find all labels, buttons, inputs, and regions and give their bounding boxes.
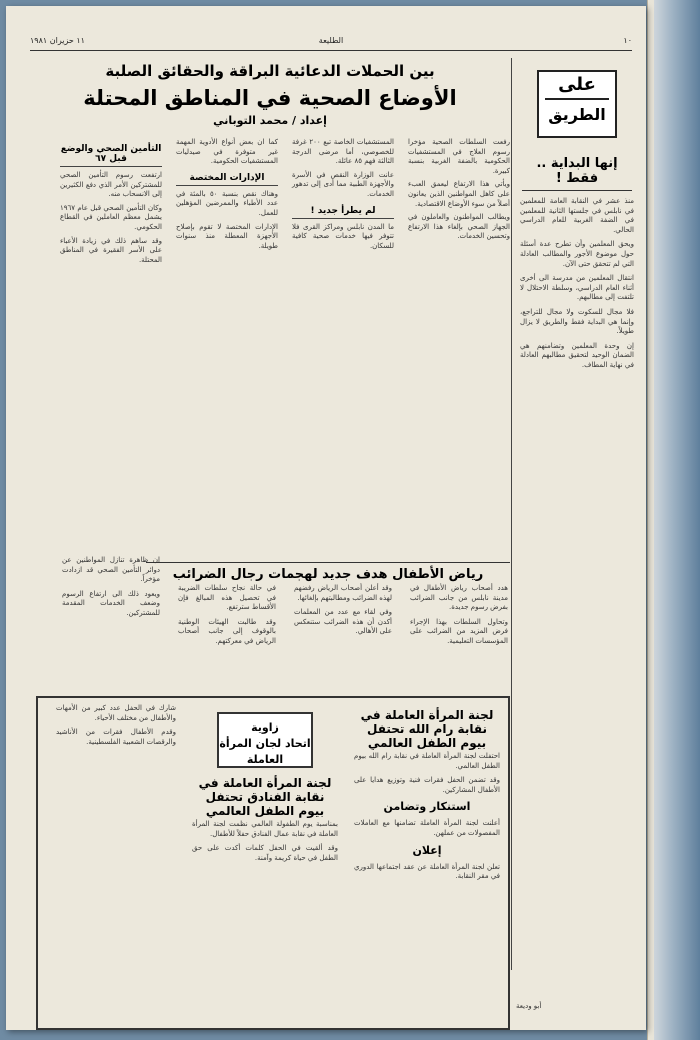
article-paragraph: هدد أصحاب رياض الأطفال في مدينة نابلس من جانب الضرائب بفرض رسوم جديدة. <box>410 584 508 612</box>
article-paragraph: عانت الوزارة النقص في الأسرة والأجهزة الطبية مما أدى إلى تدهور الخدمات. <box>292 170 394 198</box>
article-paragraph: وكان التأمين الصحي قبل عام ١٩٦٧ يشمل معظم العاملين في القطاع الحكومي. <box>60 203 162 231</box>
box-paragraph: تعلن لجنة المرأة العاملة عن عقد اجتماعها الدوري في مقر النقابة. <box>354 862 500 881</box>
middle-column-1 <box>408 584 510 652</box>
article-paragraph: وهناك نقص بنسبة ٥٠ بالمئة في عدد الأطباء والممرضين المؤهلين للعمل. <box>176 189 278 217</box>
article-byline: إعداد / محمد التوباني <box>213 114 327 127</box>
side-paragraph: منذ عشر في النقابة العامة للمعلمين في نابلس في جلستها الثانية للمعلمين في الضفة الغربية للعام الدراسي الحالي. <box>520 197 634 234</box>
article-column-3 <box>176 138 278 255</box>
article-paragraph: وتحاول السلطات بهذا الإجراء فرض المزيد من الضرائب على المؤسسات التعليمية. <box>410 617 508 645</box>
middle-headline: رياض الأطفال هدف جديد لهجمات رجال الضرائب <box>146 562 510 582</box>
stamp-line-1: زاوية <box>251 721 279 734</box>
article-paragraph: وقد ساهم ذلك في زيادة الأعباء على الأسر الفقيرة في المناطق المحتلة. <box>60 236 162 264</box>
box-subhead: استنكار وتضامن <box>383 800 471 814</box>
box-paragraph: وقد تضمن الحفل فقرات فنية وتوزيع هدايا على الأطفال المشاركين. <box>354 776 500 794</box>
middle-column-2 <box>292 584 394 642</box>
article-paragraph: ويعود ذلك الى ارتفاع الرسوم وضعف الخدمات المقدمة للمشتركين. <box>62 589 160 617</box>
article-column-2 <box>292 138 394 255</box>
box-center-title: لجنة المرأة العاملة في نقابة الفنادق تحتفل بيوم الطفل العالمي <box>198 776 332 818</box>
section-name: الطليعة <box>318 36 344 45</box>
box-right-column <box>352 704 502 1022</box>
box-paragraph: شارك في الحفل عدد كبير من الأمهات والأطفال من مختلف الأحياء. <box>56 704 176 722</box>
box-paragraph: احتفلت لجنة المرأة العاملة في نقابة رام الله بيوم الطفل العالمي. <box>354 752 500 770</box>
article-paragraph: ان ظاهرة تنازل المواطنين عن دوائر التأمين الصحي قد ازدادت مؤخراً. <box>62 556 160 584</box>
article-paragraph: في حالة نجاح سلطات الضريبة في تحصيل هذه المبالغ فإن الأقساط سترتفع. <box>178 584 276 612</box>
box-paragraph: أعلنت لجنة المرأة العاملة تضامنها مع العاملات المفصولات من عملهن. <box>354 819 500 837</box>
side-paragraph: انتقال المعلمين من مدرسة الى أخرى أثناء العام الدراسي، وسلطة الاحتلال لا تلتفت إلى مطالبهم. <box>520 274 634 302</box>
logo-line-1: على <box>545 72 609 100</box>
middle-column-3 <box>176 584 278 652</box>
article-paragraph: وقد طالبت الهيئات الوطنية بالوقوف إلى جانب أصحاب الرياض في معركتهم. <box>178 617 276 645</box>
article-paragraph: وقد أعلن أصحاب الرياض رفضهم لهذه الضرائب ومطالبتهم بإلغائها. <box>294 584 392 602</box>
divider <box>522 190 632 191</box>
article-paragraph: ارتفعت رسوم التأمين الصحي للمشتركين الأمر الذي دفع الكثيرين إلى الانسحاب منه. <box>60 171 162 199</box>
article-paragraph: رفعت السلطات الصحية مؤخرا رسوم العلاج في المستشفيات الحكومية بالضفة الغربية بنسبة كبيرة. <box>408 138 510 175</box>
box-left-column <box>54 704 178 1022</box>
box-center-column <box>190 704 340 1022</box>
side-signature: أبو وديعة <box>516 1002 542 1010</box>
article-paragraph: المستشفيات الخاصة تبع ٢٠٠ غرفة للخصوصي، أما مرضى الدرجة الثالثة فهم ٨٥ عائلة. <box>292 138 394 166</box>
article-column-1 <box>408 138 510 246</box>
box-subhead: إعلان <box>412 843 442 857</box>
article-column-4 <box>60 138 162 269</box>
binder-spine <box>654 0 700 1040</box>
box-right-title: لجنة المرأة العاملة في نقابة رام الله تحتفل بيوم الطفل العالمي <box>360 708 494 750</box>
article-paragraph: الإدارات المختصة لا تقوم بإصلاح الأجهزة المعطلة منذ سنوات طويلة. <box>176 222 278 250</box>
article-headline: الأوضاع الصحية في المناطق المحتلة <box>83 86 457 110</box>
article-paragraph: ويأتي هذا الارتفاع ليعمق العبء على كاهل المواطنين الذين يعانون أصلاً من سوء الأوضاع الاقتصادية. <box>408 180 510 208</box>
middle-column-4 <box>60 556 162 624</box>
side-paragraph: ويحق المعلمين وأن تطرح عدة أسئلة حول موضوع الأجور والمطالب العادلة التي لم تتحقق حتى الآن. <box>520 240 634 268</box>
side-paragraph: فلا مجال للسكوت ولا مجال للتراجع، وإنما هي البداية فقط والطريق لا يزال طويلاً. <box>520 307 634 336</box>
column-subhead: لم يطرأ جديد ! <box>292 206 394 219</box>
box-paragraph: وقد ألقيت في الحفل كلمات أكدت على حق الطفل في حياة كريمة وآمنة. <box>192 844 338 862</box>
page-number: ١٠ <box>623 36 632 45</box>
article-kicker: بين الحملات الدعائية البراقة والحقائق الصلبة <box>105 62 435 80</box>
column-subhead: الإدارات المختصة <box>176 173 278 186</box>
article-paragraph: وفي لقاء مع عدد من المعلمات أكدن أن هذه الضرائب ستنعكس على الأهالي. <box>294 608 392 636</box>
article-paragraph: ويطالب المواطنون والعاملون في الجهاز الصحي بإلغاء هذا الارتفاع وتحسين الخدمات. <box>408 213 510 241</box>
main-area <box>30 56 510 1016</box>
column-subhead: التأمين الصحي والوضع قبل ٦٧ <box>60 144 162 167</box>
column-logo <box>537 70 617 138</box>
newspaper-page <box>6 6 646 1030</box>
article-paragraph: ما المدن نابلس ومراكز القرى فلا تتوفر فيها خدمات صحية كافية للسكان. <box>292 222 394 250</box>
side-paragraph: إن وحدة المعلمين وتضامنهم هي الضمان الوحيد لتحقيق مطالبهم العادلة في نهاية المطاف. <box>520 341 634 369</box>
article-paragraph: كما ان بعض أنواع الأدوية المهمة غير متوفرة في صيدليات المستشفيات الحكومية. <box>176 138 278 166</box>
stamp-line-2: اتحاد لجان المرأة العاملة <box>219 737 311 766</box>
union-stamp <box>217 712 313 768</box>
side-column <box>511 58 636 1010</box>
logo-line-2: الطريق <box>548 105 606 124</box>
box-paragraph: وقدم الأطفال فقرات من الأناشيد والرقصات الشعبية الفلسطينية. <box>56 728 176 746</box>
side-title: إنها البداية .. فقط ! <box>536 156 618 186</box>
issue-date: ١١ حزيران ١٩٨١ <box>30 36 85 45</box>
page-header <box>30 36 632 51</box>
women-committee-box <box>36 696 510 1030</box>
box-paragraph: بمناسبة يوم الطفولة العالمي نظمت لجنة المرأة العاملة في نقابة عمال الفنادق حفلاً للأطفال. <box>192 820 338 838</box>
